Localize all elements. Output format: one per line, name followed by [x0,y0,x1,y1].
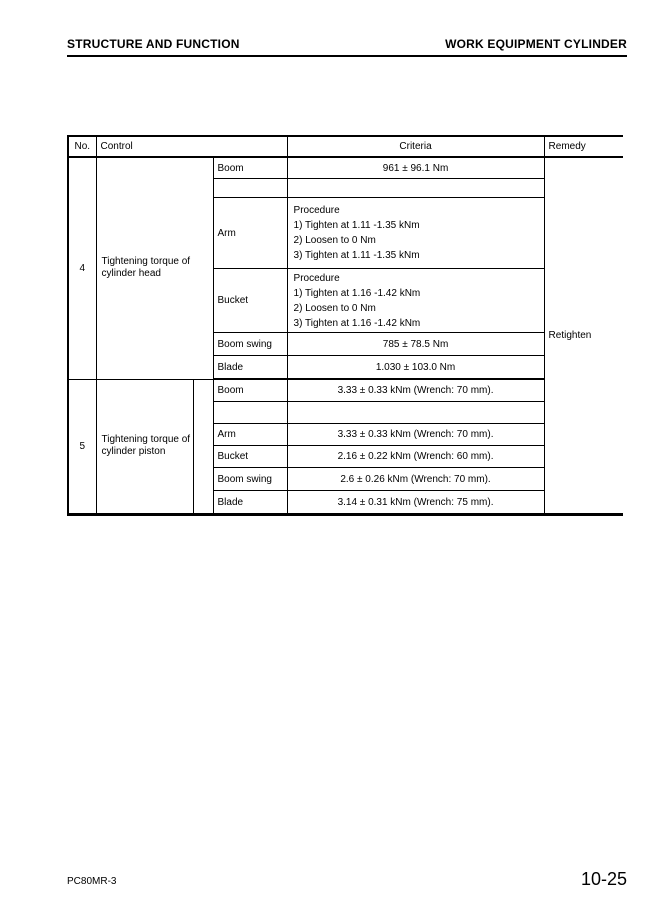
item-cell: Bucket [213,269,287,333]
control-line: cylinder piston [101,446,166,458]
criteria-cell: 2.6 ± 0.26 kNm (Wrench: 70 mm). [287,468,544,491]
item-cell: Arm [213,424,287,446]
section-no-cell: 4 [68,157,96,379]
remedy-cell: Retighten [544,157,623,515]
item-cell: Boom [213,379,287,402]
criteria-cell: 961 ± 96.1 Nm [287,157,544,179]
item-cell: Blade [213,356,287,380]
section-control-cell [96,157,213,379]
item-cell: Boom swing [213,468,287,491]
criteria-cell: 1.030 ± 103.0 Nm [287,356,544,380]
item-cell: Boom [213,157,287,179]
procedure-line: 3) Tighten at 1.11 -1.35 kNm [293,250,420,261]
control-line: Tightening torque of [101,256,191,268]
criteria-cell [287,198,544,269]
table-row [68,379,623,402]
criteria-cell [287,179,544,198]
torque-spec-table [67,135,623,516]
footer-model-number: PC80MR-3 [67,876,117,887]
procedure-line: 1) Tighten at 1.11 -1.35 kNm [293,220,420,231]
section-no-cell: 5 [68,379,96,515]
table-row [68,157,623,179]
criteria-cell: 3.33 ± 0.33 kNm (Wrench: 70 mm). [287,379,544,402]
criteria-cell: 3.14 ± 0.31 kNm (Wrench: 75 mm). [287,491,544,515]
procedure-line: Procedure [293,272,340,284]
item-cell: Boom swing [213,333,287,356]
item-cell [213,179,287,198]
header-chapter-title: WORK EQUIPMENT CYLINDER [445,37,627,51]
procedure-line: 3) Tighten at 1.16 -1.42 kNm [293,317,421,329]
procedure-line: 2) Loosen to 0 Nm [293,302,376,314]
spacer-cell [193,379,213,515]
item-cell [213,402,287,424]
col-header-no: No. [68,136,96,157]
procedure-line: 1) Tighten at 1.16 -1.42 kNm [293,287,421,299]
criteria-cell: 785 ± 78.5 Nm [287,333,544,356]
control-line: cylinder head [101,268,161,280]
section-control-cell [96,379,193,515]
procedure-line: Procedure [293,205,340,216]
col-header-remedy: Remedy [544,136,623,157]
col-header-control: Control [96,136,287,157]
item-cell: Blade [213,491,287,515]
criteria-cell [287,402,544,424]
control-line: Tightening torque of [101,434,191,446]
criteria-cell: 2.16 ± 0.22 kNm (Wrench: 60 mm). [287,446,544,468]
table-header-row [68,136,623,157]
item-cell: Bucket [213,446,287,468]
item-cell: Arm [213,198,287,269]
header-section-title: STRUCTURE AND FUNCTION [67,37,240,51]
footer-page-number: 10-25 [580,869,627,889]
criteria-cell [287,269,544,333]
page-header [67,37,627,57]
procedure-line: 2) Loosen to 0 Nm [293,235,376,246]
col-header-criteria: Criteria [287,136,544,157]
criteria-cell: 3.33 ± 0.33 kNm (Wrench: 70 mm). [287,424,544,446]
